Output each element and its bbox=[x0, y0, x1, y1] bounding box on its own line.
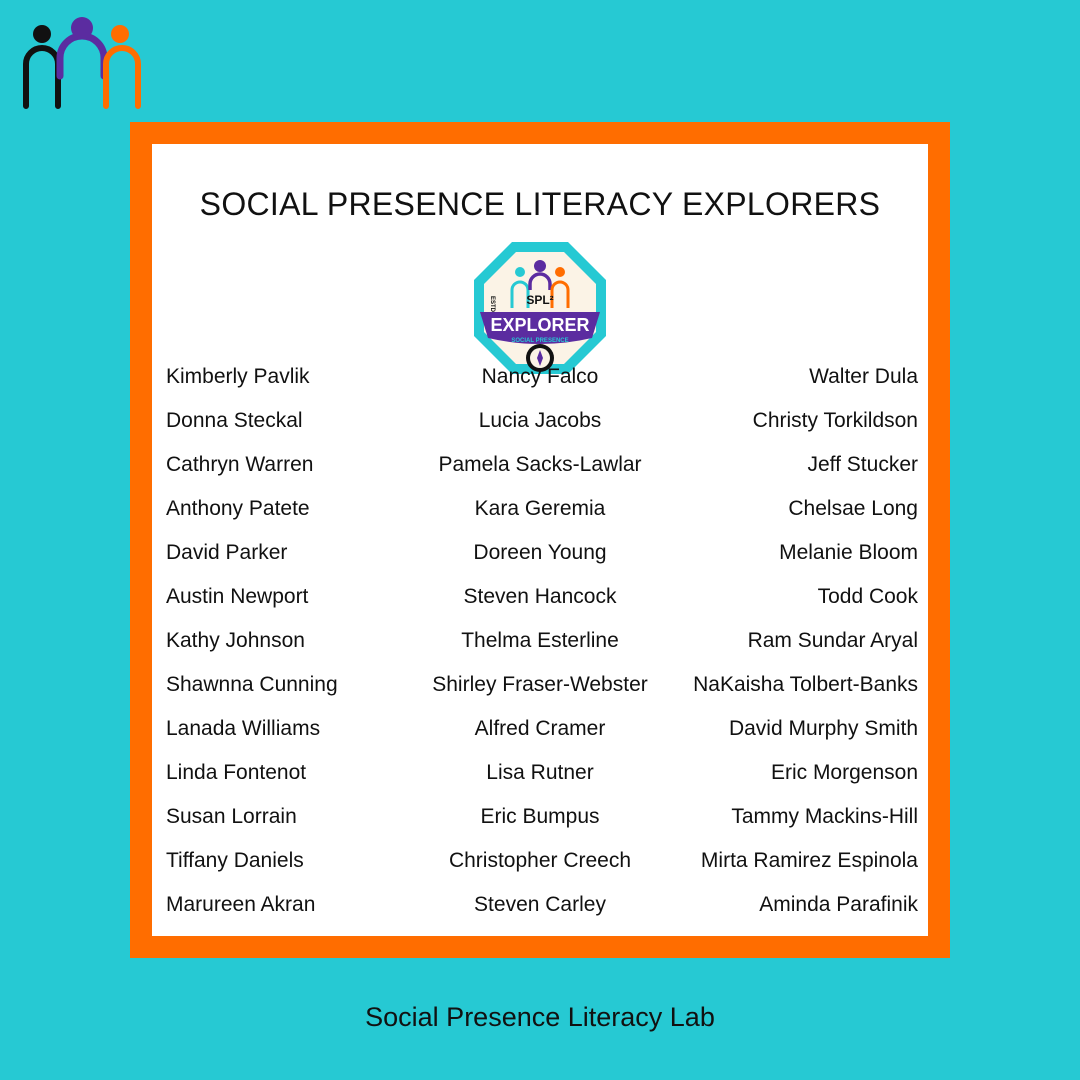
badge-side-text: ESTD bbox=[489, 296, 495, 313]
name-entry: Alfred Cramer bbox=[474, 717, 606, 740]
name-entry: Lisa Rutner bbox=[486, 761, 594, 784]
name-entry: Cathryn Warren bbox=[166, 453, 314, 476]
badge-ribbon-text: EXPLORER bbox=[490, 315, 590, 335]
person-black-icon bbox=[26, 25, 58, 106]
name-entry: Nancy Falco bbox=[481, 365, 599, 388]
name-entry: NaKaisha Tolbert-Banks bbox=[693, 673, 918, 696]
names-card bbox=[152, 144, 928, 936]
explorer-badge bbox=[470, 238, 610, 378]
name-entry: Eric Bumpus bbox=[480, 805, 600, 828]
name-entry: Eric Morgenson bbox=[770, 761, 918, 784]
lab-logo bbox=[20, 14, 144, 110]
name-entry: Shirley Fraser-Webster bbox=[432, 673, 648, 696]
names-column-middle bbox=[410, 366, 670, 938]
name-entry: Marureen Akran bbox=[166, 893, 316, 916]
person-orange-icon bbox=[106, 25, 138, 106]
names-column-left bbox=[166, 366, 426, 938]
name-entry: Steven Hancock bbox=[463, 585, 617, 608]
name-entry: Kara Geremia bbox=[474, 497, 606, 520]
page-title: SOCIAL PRESENCE LITERACY EXPLORERS bbox=[199, 186, 881, 222]
name-entry: Christopher Creech bbox=[448, 849, 632, 872]
name-entry: Aminda Parafinik bbox=[759, 893, 918, 916]
name-entry: Todd Cook bbox=[817, 585, 918, 608]
name-entry: Susan Lorrain bbox=[166, 805, 297, 828]
name-entry: David Murphy Smith bbox=[728, 717, 918, 740]
name-entry: Jeff Stucker bbox=[807, 453, 918, 476]
name-entry: Steven Carley bbox=[474, 893, 606, 916]
name-entry: Kathy Johnson bbox=[166, 629, 305, 652]
name-entry: Shawnna Cunning bbox=[166, 673, 338, 696]
person-purple-icon bbox=[60, 17, 104, 76]
name-entry: David Parker bbox=[166, 541, 288, 564]
name-entry: Ram Sundar Aryal bbox=[747, 629, 918, 652]
name-entry: Tammy Mackins-Hill bbox=[731, 805, 918, 828]
name-entry: Tiffany Daniels bbox=[166, 849, 304, 872]
names-column-right bbox=[658, 366, 918, 938]
footer-lab-name: Social Presence Literacy Lab bbox=[365, 1002, 715, 1032]
name-entry: Christy Torkildson bbox=[752, 409, 918, 432]
name-entry: Linda Fontenot bbox=[166, 761, 307, 784]
name-entry: Mirta Ramirez Espinola bbox=[700, 849, 918, 872]
name-entry: Anthony Patete bbox=[166, 497, 310, 520]
name-entry: Melanie Bloom bbox=[779, 541, 918, 564]
name-entry: Lucia Jacobs bbox=[478, 409, 602, 432]
badge-sub-text: SOCIAL PRESENCE bbox=[511, 338, 569, 344]
name-entry: Doreen Young bbox=[473, 541, 607, 564]
name-entry: Chelsae Long bbox=[788, 497, 918, 520]
name-entry: Lanada Williams bbox=[166, 717, 321, 740]
name-entry: Thelma Esterline bbox=[461, 629, 619, 652]
name-entry: Austin Newport bbox=[166, 585, 309, 608]
badge-top-text: SPL² bbox=[526, 293, 554, 307]
name-entry: Donna Steckal bbox=[166, 409, 303, 432]
name-entry: Walter Dula bbox=[809, 365, 918, 388]
orange-frame bbox=[130, 122, 950, 958]
name-entry: Pamela Sacks-Lawlar bbox=[438, 453, 642, 476]
name-entry: Kimberly Pavlik bbox=[166, 365, 310, 388]
